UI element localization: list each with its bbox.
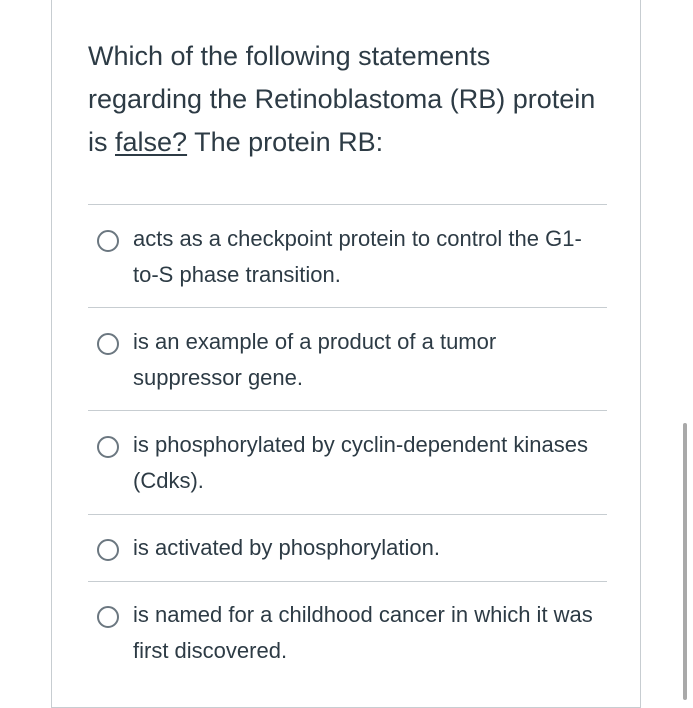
radio-button-icon[interactable]: [97, 436, 119, 458]
answer-option-1[interactable]: [88, 204, 607, 307]
answer-label: is named for a childhood cancer in which it was first discovered.: [133, 602, 593, 663]
radio-button-icon[interactable]: [97, 606, 119, 628]
question-text-end: The protein RB:: [187, 127, 384, 157]
answer-label: is phosphorylated by cyclin-dependent kinases (Cdks).: [133, 432, 588, 493]
answer-option-2[interactable]: [88, 307, 607, 410]
answer-option-5[interactable]: [88, 581, 607, 681]
radio-button-icon[interactable]: [97, 539, 119, 561]
radio-button-icon[interactable]: [97, 333, 119, 355]
quiz-question-card: [51, 0, 641, 708]
answer-option-4[interactable]: [88, 514, 607, 581]
radio-button-icon[interactable]: [97, 230, 119, 252]
answer-label: acts as a checkpoint protein to control the G1-to-S phase transition.: [133, 226, 582, 287]
answer-label: is an example of a product of a tumor suppressor gene.: [133, 329, 497, 390]
question-text-start: Which of the following statements regarding the Retinoblastoma (RB) protein is: [88, 41, 596, 157]
question-text: [88, 35, 608, 164]
question-emphasis: false?: [115, 127, 188, 157]
answer-list: [88, 204, 607, 681]
answer-label: is activated by phosphorylation.: [133, 535, 440, 560]
vertical-scrollbar[interactable]: [683, 423, 687, 700]
answer-option-3[interactable]: [88, 410, 607, 514]
